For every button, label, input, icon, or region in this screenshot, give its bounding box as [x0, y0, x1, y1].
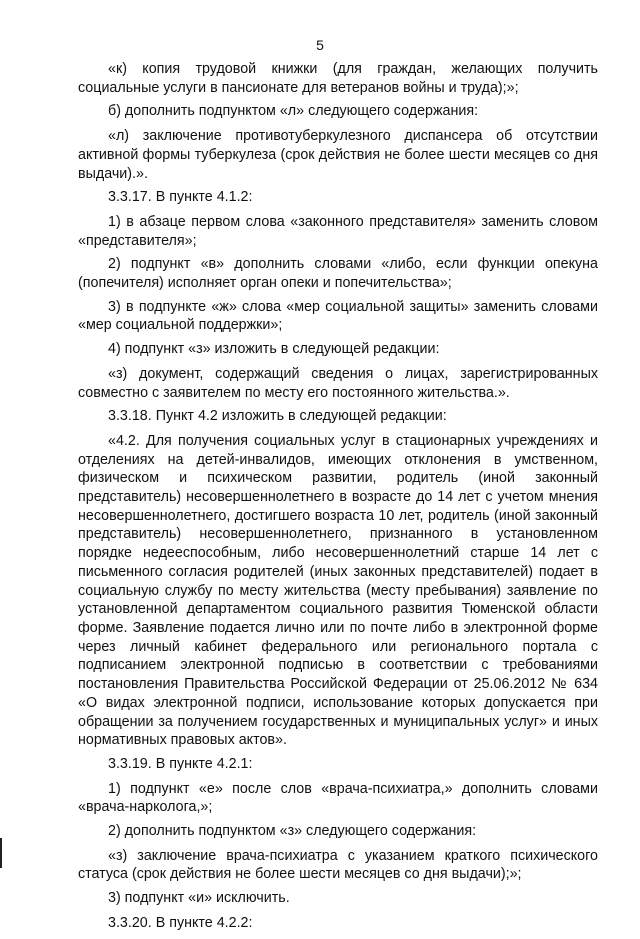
- paragraph: 3.3.18. Пункт 4.2 изложить в следующей редакции:: [108, 408, 447, 425]
- paragraph: «з) документ, содержащий сведения о лицах, зарегистрированных совместно с заявителем по месту его постоянного жительства.».: [78, 365, 598, 401]
- paragraph: «4.2. Для получения социальных услуг в стационарных учреждениях и отделениях на детей-инвалидов, имеющих отклонения в умственном, физическом и психическом развитии, родитель (иной законный представитель) несовершеннолетнего в возрасте до 14 лет с учетом мнения несовершеннолетнего, достигшего возраста 10 лет, родитель (иной законный представитель) несовершеннолетнего, признанного в установленном порядке недееспособным, либо несовершеннолетний старше 14 лет с письменного согласия родителей (иных законных представителей) подает в социальную службу по месту жительства (месту пребывания) заявление по установленной департаментом социального развития Тюменской области форме. Заявление подается лично или по почте либо в электронной форме через личный кабинет федерального или регионального портала с подписанием электронной подписью в соответствии с требованиями постановления Правительства Российской Федерации от 25.06.2012 № 634 «О видах электронной подписи, использование которых допускается при обращении за получением государственных и муниципальных услуг» и иных нормативных правовых актов».: [78, 432, 598, 749]
- paragraph: 3.3.20. В пункте 4.2.2:: [108, 914, 253, 931]
- paragraph: 3) подпункт «и» исключить.: [108, 890, 290, 907]
- document-body: [78, 60, 598, 939]
- paragraph: 2) дополнить подпунктом «з» следующего содержания:: [108, 823, 477, 840]
- paragraph: «к) копия трудовой книжки (для граждан, желающих получить социальные услуги в пансионате для ветеранов войны и труда);»;: [78, 61, 598, 96]
- paragraph: 3.3.17. В пункте 4.1.2:: [108, 189, 253, 206]
- scan-edge-mark: [0, 838, 2, 868]
- paragraph: 3) в подпункте «ж» слова «мер социальной защиты» заменить словами «мер социальной поддержки»;: [78, 298, 598, 334]
- paragraph: «л) заключение противотуберкулезного диспансера об отсутствии активной формы туберкулеза (срок действия не более шести месяцев со дня выдачи).».: [78, 128, 598, 182]
- paragraph: 1) подпункт «е» после слов «врача-психиатра,» дополнить словами «врача-нарколога,»;: [78, 780, 598, 816]
- paragraph: «з) заключение врача-психиатра с указанием краткого психического статуса (срок действия не более шести месяцев со дня выдачи);»;: [78, 847, 598, 883]
- paragraph: 1) в абзаце первом слова «законного представителя» заменить словом «представителя»;: [78, 213, 598, 249]
- page-number: 5: [316, 37, 324, 53]
- paragraph: 3.3.19. В пункте 4.2.1:: [108, 755, 253, 772]
- paragraph: б) дополнить подпунктом «л» следующего содержания:: [108, 103, 479, 120]
- paragraph: 4) подпункт «з» изложить в следующей редакции:: [108, 341, 440, 358]
- paragraph: 2) подпункт «в» дополнить словами «либо, если функции опекуна (попечителя) исполняет орган опеки и попечительства»;: [78, 256, 598, 292]
